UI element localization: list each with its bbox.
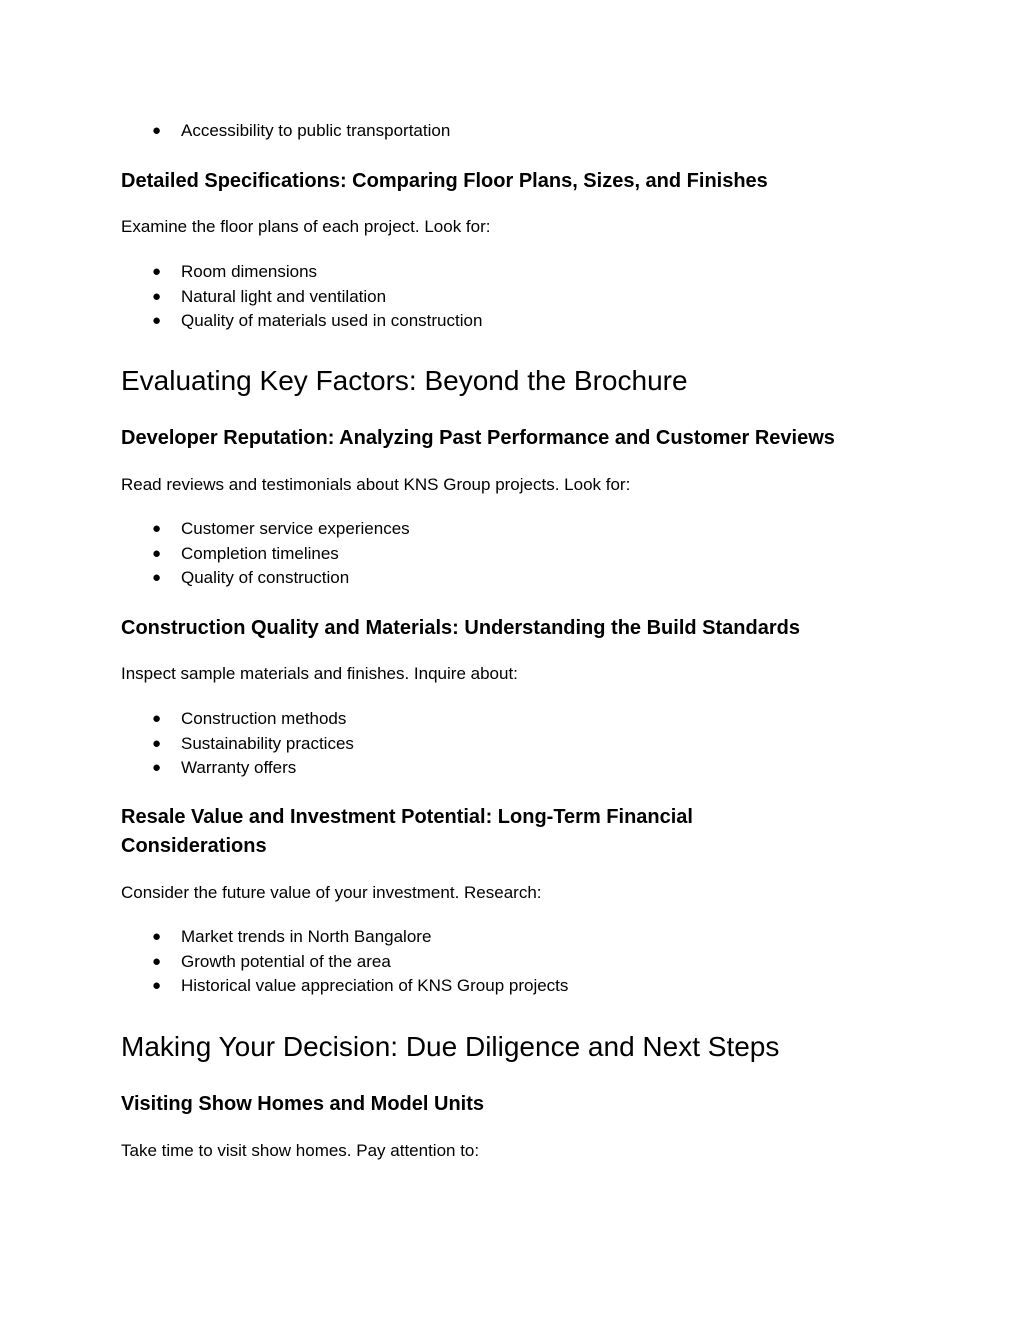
list-item: ● Market trends in North Bangalore xyxy=(152,927,432,946)
list-item: ● Quality of materials used in construction xyxy=(152,311,483,330)
list-item: ● Customer service experiences xyxy=(152,519,410,538)
subsection-intro-construction: Inspect sample materials and finishes. Inquire about: xyxy=(121,664,518,683)
section-heading-specs: Detailed Specifications: Comparing Floor Plans, Sizes, and Finishes xyxy=(121,170,768,192)
list-item: ● Natural light and ventilation xyxy=(152,286,387,306)
developer-bullet-list xyxy=(121,518,410,592)
bullet-icon: ● xyxy=(152,122,162,139)
bullet-icon: ● xyxy=(152,312,162,329)
construction-bullet-list xyxy=(121,708,354,782)
bullet-icon: ● xyxy=(152,287,162,305)
top-bullet-list xyxy=(121,120,450,145)
list-item: ● Completion timelines xyxy=(152,543,339,563)
list-item: ● Accessibility to public transportation xyxy=(152,121,451,140)
bullet-icon: ● xyxy=(152,544,162,562)
subsection-heading-resale-line2: Considerations xyxy=(121,835,267,857)
bullet-icon: ● xyxy=(152,710,162,727)
subsection-heading-developer: Developer Reputation: Analyzing Past Performance and Customer Reviews xyxy=(121,427,835,449)
section-intro-specs: Examine the floor plans of each project. Look for: xyxy=(121,217,491,236)
bullet-icon: ● xyxy=(152,977,162,994)
bullet-icon: ● xyxy=(152,263,162,280)
subsection-heading-resale: Resale Value and Investment Potential: Long-Term Financial xyxy=(121,806,693,828)
list-item: ● Quality of construction xyxy=(152,568,350,587)
subsection-intro-show-homes: Take time to visit show homes. Pay attention to: xyxy=(121,1141,480,1160)
bullet-icon: ● xyxy=(152,952,162,970)
section-heading-evaluating: Evaluating Key Factors: Beyond the Brochure xyxy=(121,365,688,396)
list-item: ● Growth potential of the area xyxy=(152,951,391,971)
subsection-heading-show-homes: Visiting Show Homes and Model Units xyxy=(121,1093,484,1115)
list-item: ● Sustainability practices xyxy=(152,733,354,753)
list-item: ● Construction methods xyxy=(152,709,347,728)
subsection-heading-construction: Construction Quality and Materials: Understanding the Build Standards xyxy=(121,617,800,639)
resale-bullet-list xyxy=(121,926,568,1000)
bullet-icon: ● xyxy=(152,759,162,776)
bullet-icon: ● xyxy=(152,928,162,945)
list-item: ● Room dimensions xyxy=(152,262,318,281)
bullet-icon: ● xyxy=(152,569,162,586)
list-item: ● Warranty offers xyxy=(152,758,297,777)
subsection-intro-developer: Read reviews and testimonials about KNS Group projects. Look for: xyxy=(121,475,631,494)
list-item: ● Historical value appreciation of KNS Group projects xyxy=(152,976,569,995)
subsection-intro-resale: Consider the future value of your investment. Research: xyxy=(121,883,542,902)
bullet-icon: ● xyxy=(152,520,162,537)
specs-bullet-list xyxy=(121,261,482,335)
bullet-icon: ● xyxy=(152,734,162,752)
section-heading-decision: Making Your Decision: Due Diligence and Next Steps xyxy=(121,1031,780,1062)
